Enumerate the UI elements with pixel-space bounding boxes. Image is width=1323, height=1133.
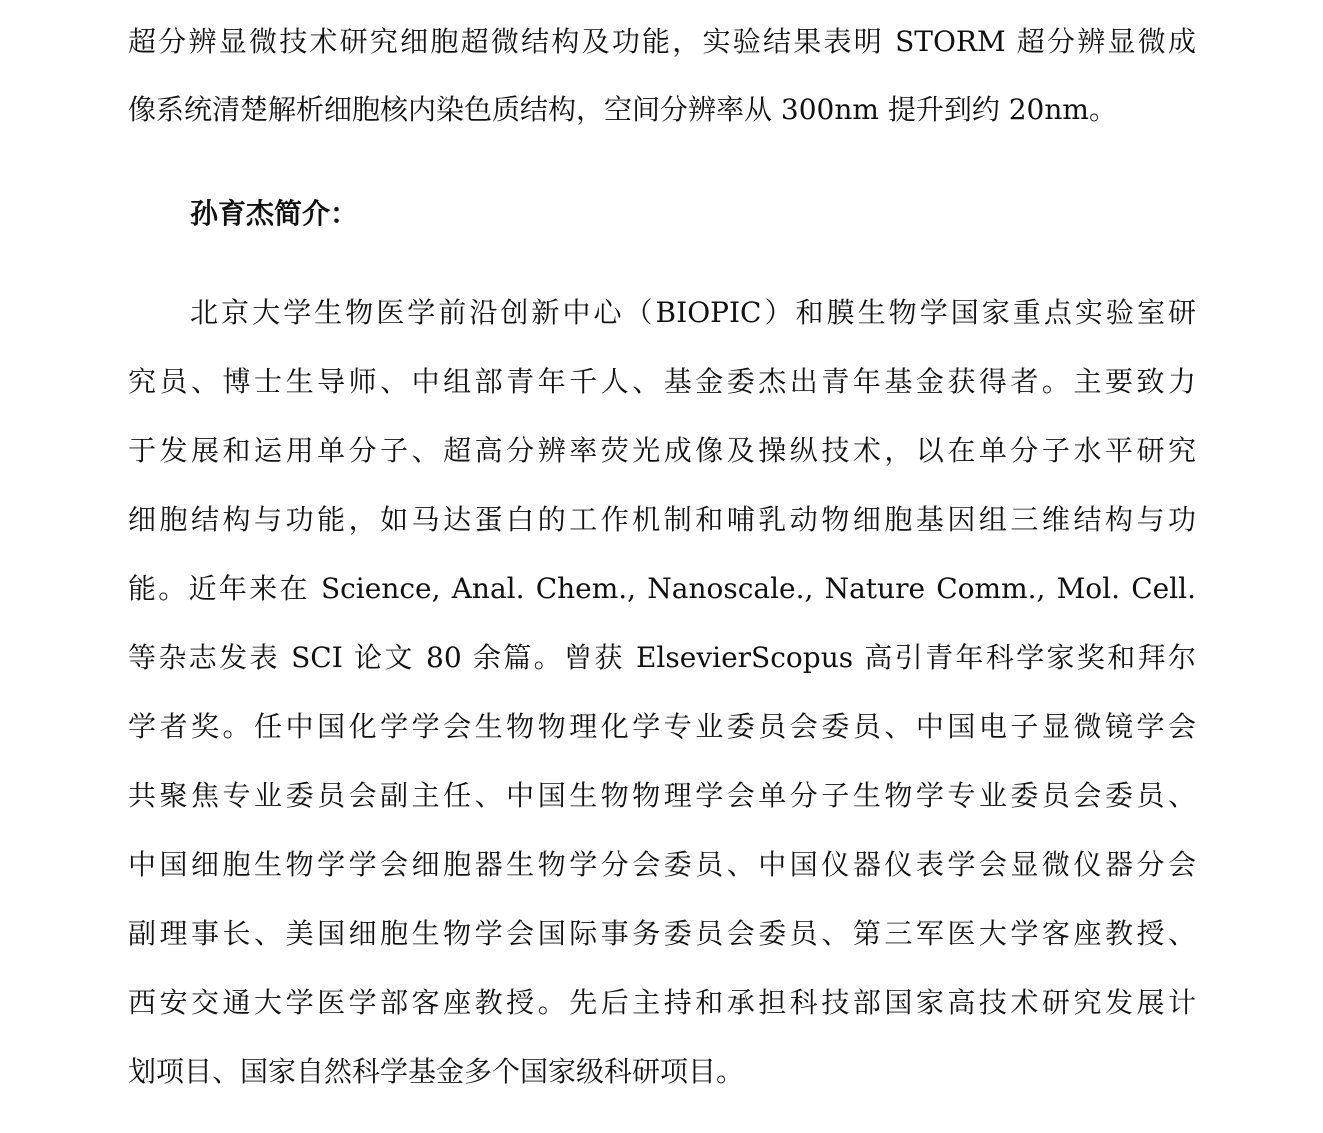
bio-line-2: 究员、博士生导师、中组部青年千人、基金委杰出青年基金获得者。主要致力 [128,365,1196,398]
bio-heading: 孙育杰简介： [190,197,359,230]
bio-line-4: 细胞结构与功能，如马达蛋白的工作机制和哺乳动物细胞基因组三维结构与功 [128,503,1196,536]
bio-line-12: 划项目、国家自然科学基金多个国家级科研项目。 [128,1055,745,1088]
intro-line-1: 超分辨显微技术研究细胞超微结构及功能，实验结果表明 STORM 超分辨显微成 [128,25,1196,58]
bio-line-11: 西安交通大学医学部客座教授。先后主持和承担科技部国家高技术研究发展计 [128,986,1196,1019]
bio-line-10: 副理事长、美国细胞生物学会国际事务委员会委员、第三军医大学客座教授、 [128,917,1196,950]
bio-line-9: 中国细胞生物学学会细胞器生物学分会委员、中国仪器仪表学会显微仪器分会 [128,848,1196,881]
bio-line-1: 北京大学生物医学前沿创新中心（BIOPIC）和膜生物学国家重点实验室研 [190,296,1196,329]
bio-line-6: 等杂志发表 SCI 论文 80 余篇。曾获 ElsevierScopus 高引青年科学家奖和拜尔 [128,641,1196,674]
bio-line-8: 共聚焦专业委员会副主任、中国生物物理学会单分子生物学专业委员会委员、 [128,779,1196,812]
intro-line-2: 像系统清楚解析细胞核内染色质结构，空间分辨率从 300nm 提升到约 20nm。 [128,93,1117,126]
bio-line-3: 于发展和运用单分子、超高分辨率荧光成像及操纵技术，以在单分子水平研究 [128,434,1196,467]
bio-line-5: 能。近年来在 Science, Anal. Chem., Nanoscale., Nature Comm., Mol. Cell. [128,572,1196,605]
bio-line-7: 学者奖。任中国化学学会生物物理化学专业委员会委员、中国电子显微镜学会 [128,710,1196,743]
